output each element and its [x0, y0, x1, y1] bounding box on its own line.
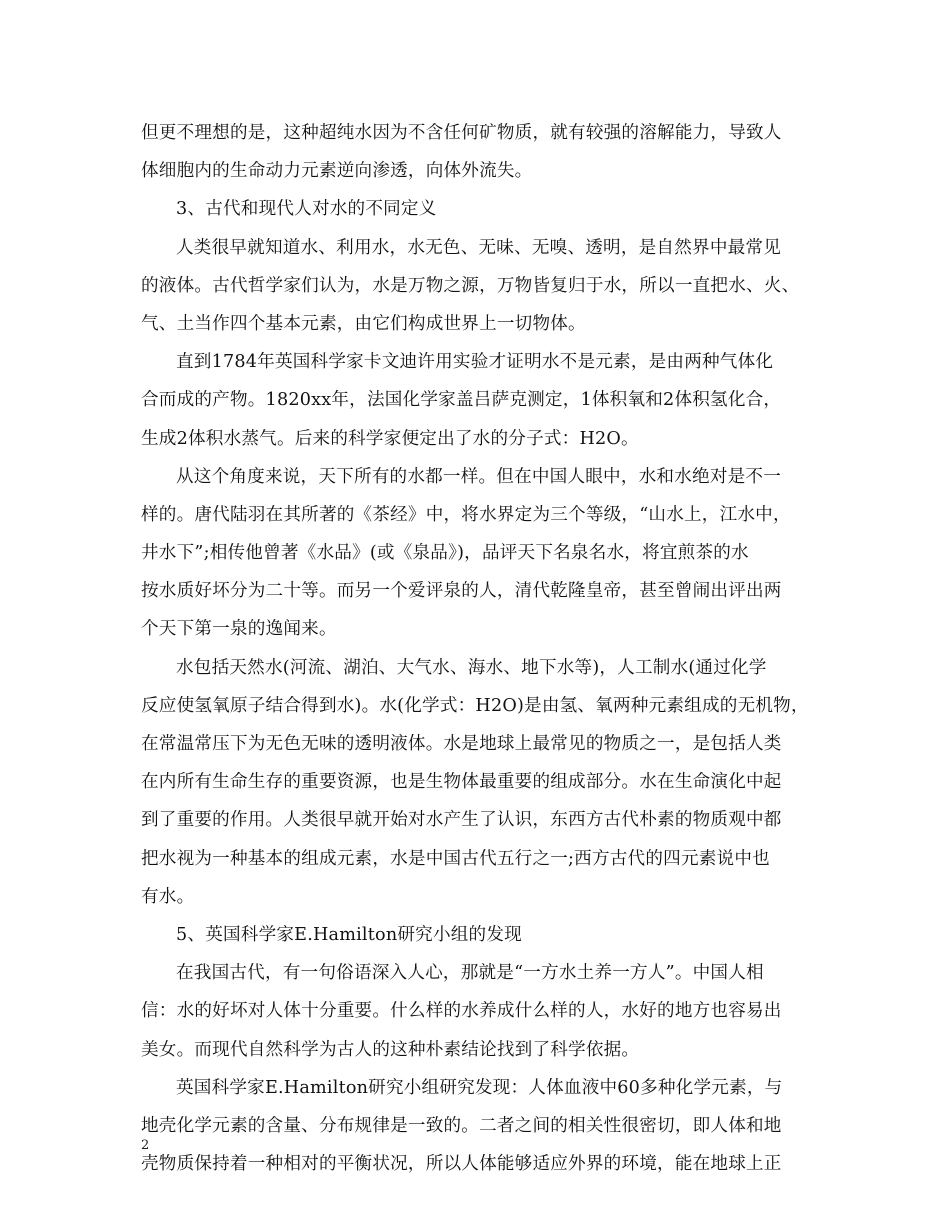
- paragraph-line: 在常温常压下为无色无味的透明液体。水是地球上最常见的物质之一，是包括人类: [141, 734, 782, 754]
- page-number: 2: [141, 1138, 150, 1153]
- paragraph-line: 反应使氢氧原子结合得到水)。水(化学式：H2O)是由氢、氧两种元素组成的无机物，: [141, 695, 809, 716]
- paragraph-line: 水包括天然水(河流、湖泊、大气水、海水、地下水等)，人工制水(通过化学: [176, 657, 767, 678]
- paragraph-line: 样的。唐代陆羽在其所著的《茶经》中，将水界定为三个等级，“山水上，江水中，: [141, 504, 791, 525]
- paragraph-line: 壳物质保持着一种相对的平衡状况，所以人体能够适应外界的环境，能在地球上正: [141, 1154, 782, 1175]
- section-heading: 5、英国科学家E.Hamilton研究小组的发现: [176, 924, 522, 945]
- paragraph-line: 的液体。古代哲学家们认为，水是万物之源，万物皆复归于水，所以一直把水、火、: [141, 275, 800, 296]
- section-heading: 3、古代和现代人对水的不同定义: [176, 199, 437, 220]
- paragraph-line: 英国科学家E.Hamilton研究小组研究发现：人体血液中60多种化学元素，与: [176, 1077, 783, 1098]
- paragraph-line: 个天下第一泉的逸闻来。: [141, 619, 337, 640]
- paragraph-line: 按水质好坏分为二十等。而另一个爱评泉的人，清代乾隆皇帝，甚至曾闹出评出两: [141, 581, 782, 602]
- paragraph-line: 美女。而现代自然科学为古人的这种朴素结论找到了科学依据。: [141, 1039, 640, 1060]
- document-body: [141, 114, 813, 1183]
- paragraph-line: 到了重要的作用。人类很早就开始对水产生了认识，东西方古代朴素的物质观中都: [141, 810, 782, 831]
- paragraph-line: 在内所有生命生存的重要资源，也是生物体最重要的组成部分。水在生命演化中起: [141, 772, 782, 793]
- paragraph-line: 气、土当作四个基本元素，由它们构成世界上一切物体。: [141, 313, 586, 334]
- paragraph-line: 生成2体积水蒸气。后来的科学家便定出了水的分子式：H2O。: [141, 428, 639, 449]
- paragraph-line: 但更不理想的是，这种超纯水因为不含任何矿物质，就有较强的溶解能力，导致人: [141, 123, 782, 143]
- paragraph-line: 人类很早就知道水、利用水，水无色、无味、无嗅、透明，是自然界中最常见: [176, 237, 781, 258]
- paragraph-line: 把水视为一种基本的组成元素，水是中国古代五行之一;西方古代的四元素说中也: [141, 848, 770, 869]
- paragraph-line: 直到1784年英国科学家卡文迪许用实验才证明水不是元素，是由两种气体化: [176, 352, 774, 373]
- paragraph-line: 合而成的产物。1820xx年，法国化学家盖吕萨克测定，1体积氧和2体积氢化合，: [141, 390, 782, 411]
- paragraph-line: 信：水的好坏对人体十分重要。什么样的水养成什么样的人，水好的地方也容易出: [141, 1001, 782, 1022]
- paragraph-line: 有水。: [141, 886, 195, 907]
- paragraph-line: 井水下”;相传他曾著《水品》(或《泉品》)，品评天下名泉名水，将宜煎茶的水: [141, 543, 749, 564]
- paragraph-line: 在我国古代，有一句俗语深入人心，那就是“一方水土养一方人”。中国人相: [176, 963, 764, 984]
- paragraph-line: 地壳化学元素的含量、分布规律是一致的。二者之间的相关性很密切，即人体和地: [141, 1115, 782, 1136]
- paragraph-line: 体细胞内的生命动力元素逆向渗透，向体外流失。: [141, 161, 533, 182]
- paragraph-line: 从这个角度来说，天下所有的水都一样。但在中国人眼中，水和水绝对是不一: [176, 466, 781, 487]
